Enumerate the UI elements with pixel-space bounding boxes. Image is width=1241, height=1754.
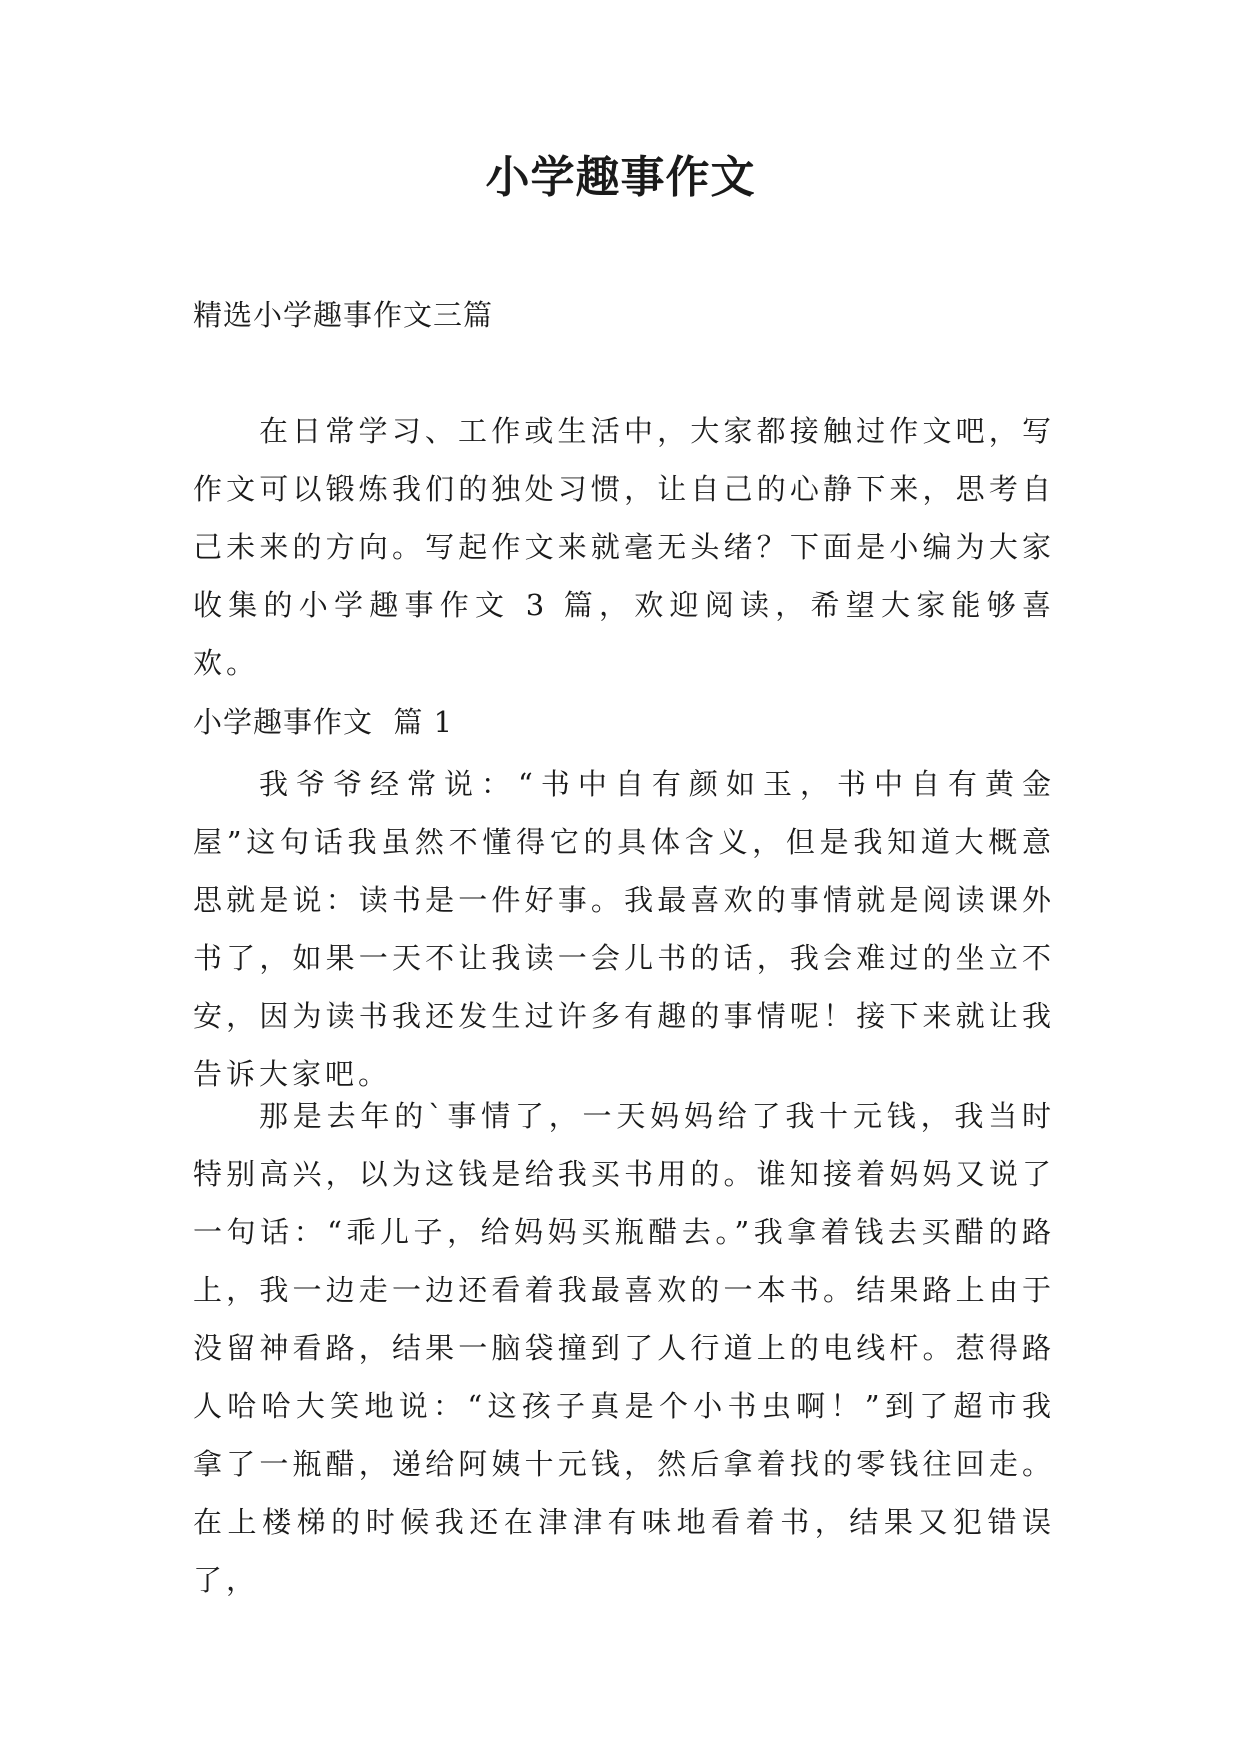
intro-paragraph: 在日常学习、工作或生活中，大家都接触过作文吧，写作文可以锻炼我们的独处习惯，让自己的心静下来，思考自己未来的方向。写起作文来就毫无头绪？下面是小编为大家收集的小学趣事作文 3 篇，欢迎阅读，希望大家能够喜欢。 [193, 414, 1055, 680]
section-heading: 小学趣事作文 篇 1 [193, 705, 454, 739]
body-paragraph: 我爷爷经常说：“书中自有颜如玉，书中自有黄金屋”这句话我虽然不懂得它的具体含义，但是我知道大概意思就是说：读书是一件好事。我最喜欢的事情就是阅读课外书了，如果一天不让我读一会儿书的话，我会难过的坐立不安，因为读书我还发生过许多有趣的事情呢！接下来就让我告诉大家吧。 [193, 767, 1055, 1091]
body-paragraph: 那是去年的`事情了，一天妈妈给了我十元钱，我当时特别高兴，以为这钱是给我买书用的。谁知接着妈妈又说了一句话：“乖儿子，给妈妈买瓶醋去。”我拿着钱去买醋的路上，我一边走一边还看着我最喜欢的一本书。结果路上由于没留神看路，结果一脑袋撞到了人行道上的电线杆。惹得路人哈哈大笑地说：“这孩子真是个小书虫啊！”到了超市我拿了一瓶醋，递给阿姨十元钱，然后拿着找的零钱往回走。在上楼梯的时候我还在津津有味地看着书，结果又犯错误了， [193, 1099, 1055, 1597]
document-subtitle: 精选小学趣事作文三篇 [193, 298, 494, 332]
page-title: 小学趣事作文 [485, 152, 756, 203]
